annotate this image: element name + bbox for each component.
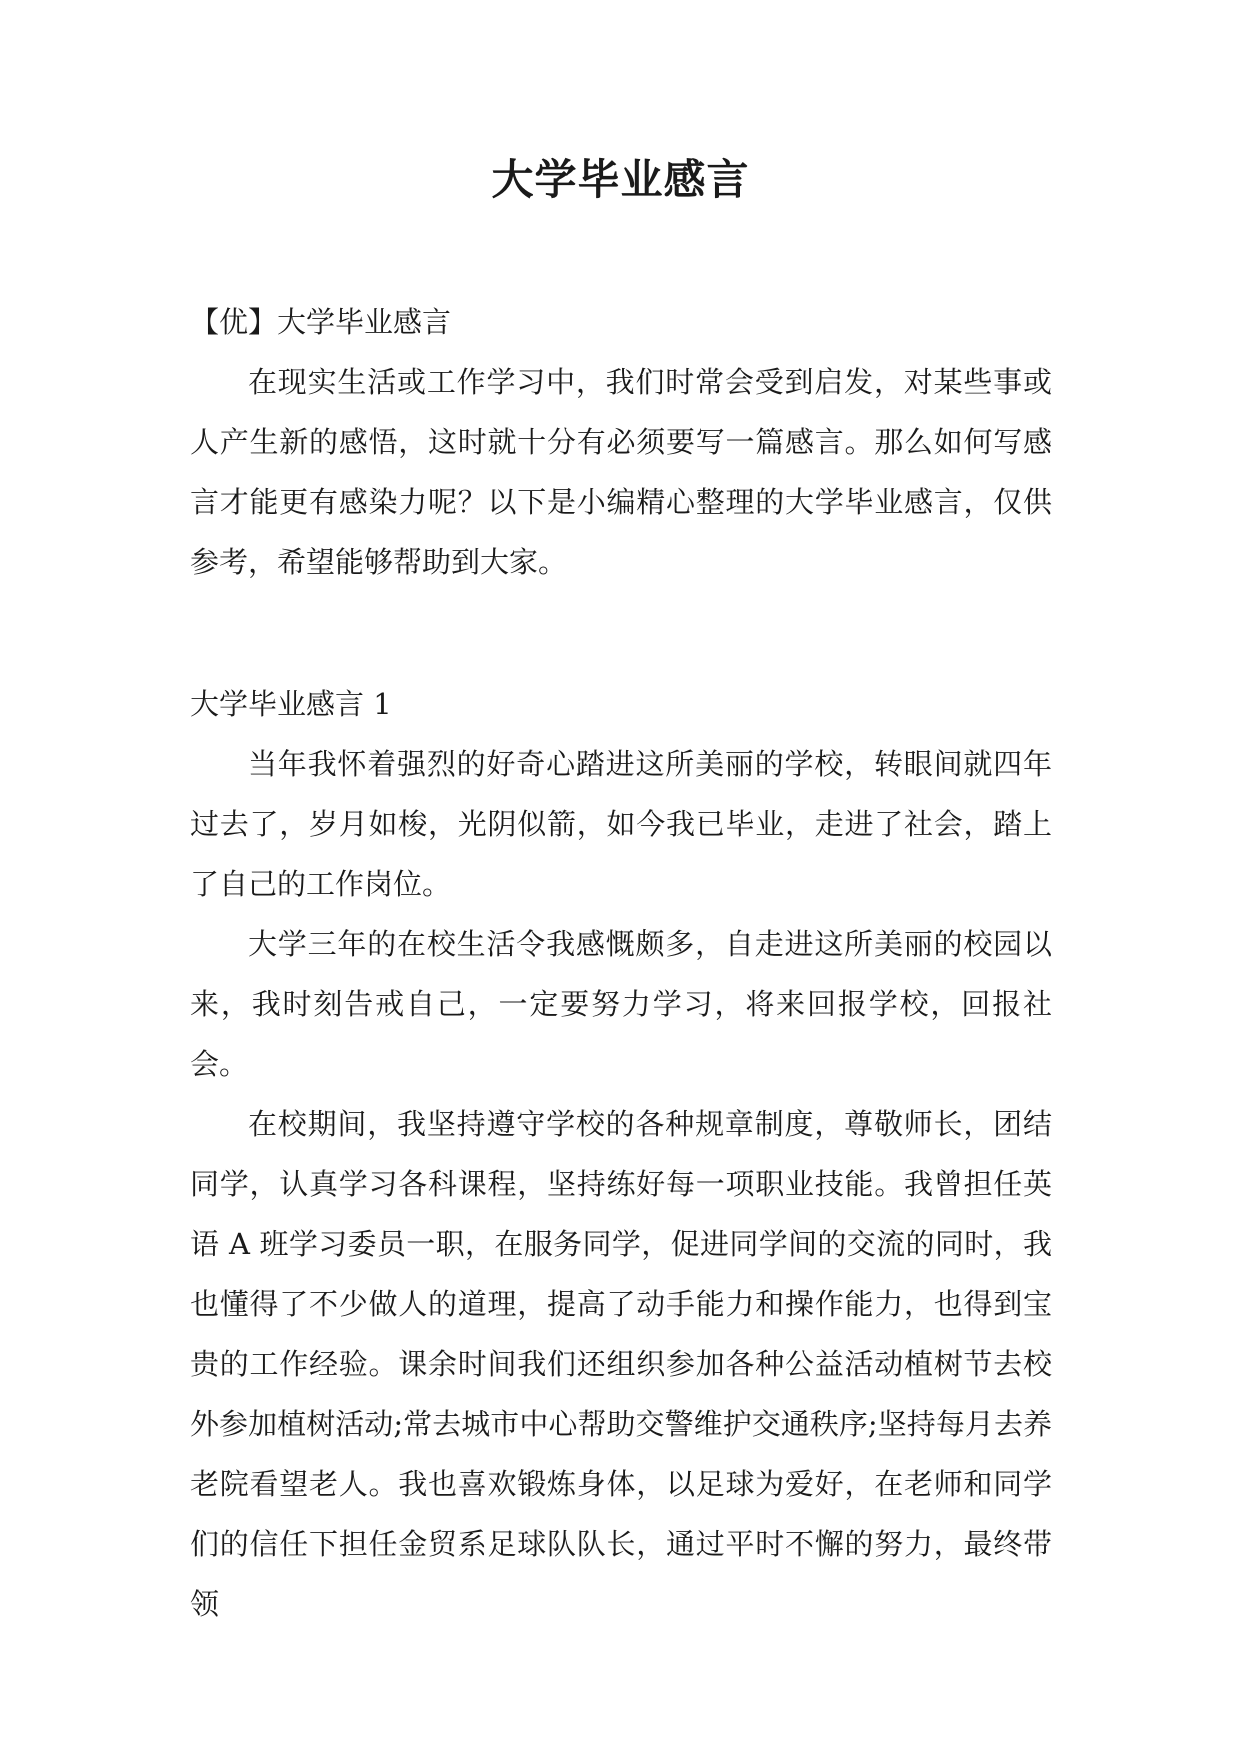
body-paragraph: 当年我怀着强烈的好奇心踏进这所美丽的学校，转眼间就四年过去了，岁月如梭，光阴似箭，如今我已毕业，走进了社会，踏上了自己的工作岗位。 [190,747,1052,901]
document-body [190,292,1052,1634]
section-heading: 大学毕业感言 1 [190,687,392,721]
intro-paragraph: 在现实生活或工作学习中，我们时常会受到启发，对某些事或人产生新的感悟，这时就十分有必须要写一篇感言。那么如何写感言才能更有感染力呢？以下是小编精心整理的大学毕业感言，仅供参考，希望能够帮助到大家。 [190,365,1052,579]
body-paragraph: 在校期间，我坚持遵守学校的各种规章制度，尊敬师长，团结同学，认真学习各科课程，坚持练好每一项职业技能。我曾担任英语 A 班学习委员一职，在服务同学，促进同学间的交流的同时，我也懂得了不少做人的道理，提高了动手能力和操作能力，也得到宝贵的工作经验。课余时间我们还组织参加各种公益活动植树节去校外参加植树活动;常去城市中心帮助交警维护交通秩序;坚持每月去养老院看望老人。我也喜欢锻炼身体，以足球为爱好，在老师和同学们的信任下担任金贸系足球队队长，通过平时不懈的努力，最终带领 [190,1107,1052,1621]
section-spacer [190,592,1052,674]
document-title: 大学毕业感言 [491,155,750,204]
body-paragraph: 大学三年的在校生活令我感慨颇多，自走进这所美丽的校园以来，我时刻告戒自己，一定要努力学习，将来回报学校，回报社会。 [190,927,1052,1081]
lead-heading: 【优】大学毕业感言 [190,305,452,339]
